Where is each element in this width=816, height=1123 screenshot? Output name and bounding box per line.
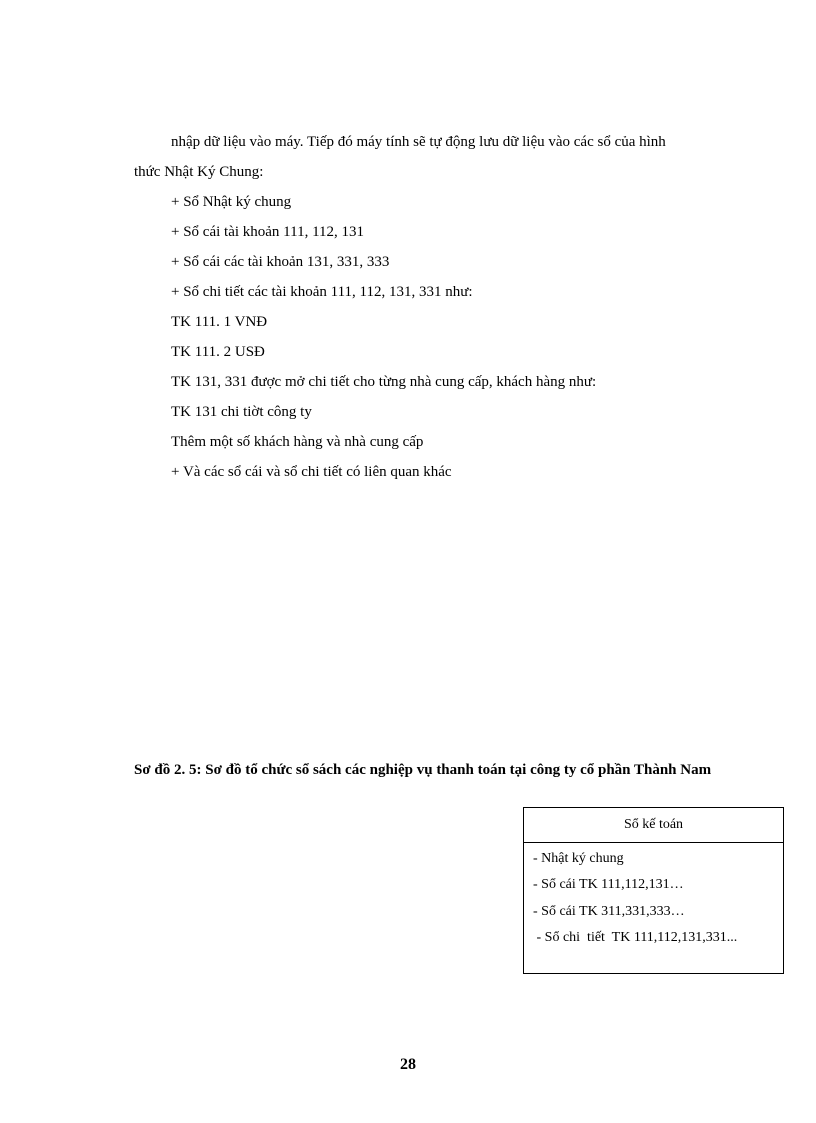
box-item: - Sổ cái TK 311,331,333…: [533, 904, 685, 919]
paragraph-line-1: nhập dữ liệu vào máy. Tiếp đó máy tính sẽ tự động lưu dữ liệu vào các sổ của hình: [171, 134, 666, 150]
list-item: TK 131 chi tiờt công ty: [171, 404, 312, 420]
list-item: Thêm một số khách hàng và nhà cung cấp: [171, 434, 424, 450]
box-title: Sổ kế toán: [524, 808, 783, 843]
list-item: + Sổ cái các tài khoản 131, 331, 333: [171, 254, 390, 270]
list-item: TK 111. 2 USĐ: [171, 344, 265, 360]
accounting-books-box: [523, 807, 784, 974]
list-item: + Sổ Nhật ký chung: [171, 194, 292, 210]
list-item: + Và các sổ cái và sổ chi tiết có liên quan khác: [171, 464, 452, 480]
list-item: + Sổ chi tiết các tài khoản 111, 112, 131, 331 như:: [171, 284, 473, 300]
list-item: TK 131, 331 được mở chi tiết cho từng nhà cung cấp, khách hàng như:: [171, 374, 597, 390]
list-item: TK 111. 1 VNĐ: [171, 314, 268, 330]
box-item: - Nhật ký chung: [533, 851, 624, 866]
page-number: 28: [400, 1056, 416, 1073]
box-item: - Sổ chi tiết TK 111,112,131,331...: [533, 930, 738, 945]
box-item: - Sổ cái TK 111,112,131…: [533, 877, 684, 892]
diagram-caption: Sơ đồ 2. 5: Sơ đồ tổ chức sổ sách các nghiệp vụ thanh toán tại công ty cổ phần Thành Nam: [134, 762, 712, 778]
list-item: + Sổ cái tài khoản 111, 112, 131: [171, 224, 365, 240]
paragraph-line-2: thức Nhật Ký Chung:: [134, 164, 264, 180]
